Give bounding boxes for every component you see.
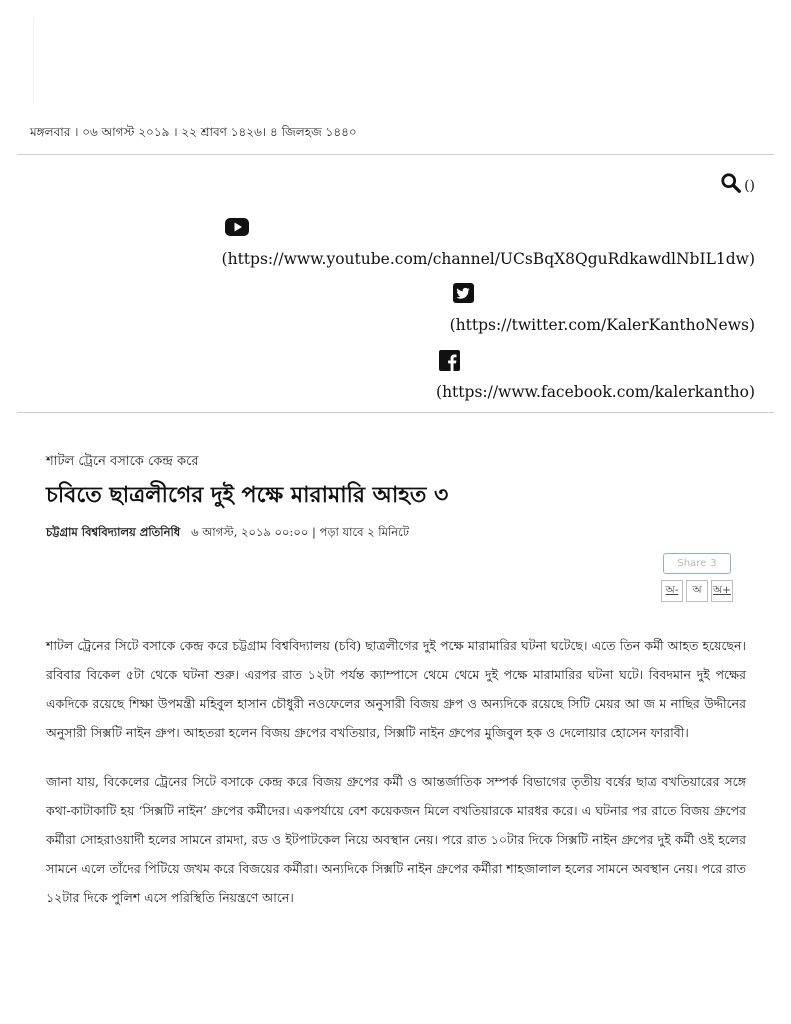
- youtube-url[interactable]: (https://www.youtube.com/channel/UCsBqX8QguRdkawdlNbIL1dw): [221, 250, 755, 268]
- font-size-controls: [661, 580, 733, 602]
- article-kicker: শাটল ট্রেনে বসাকে কেন্দ্র করে: [46, 454, 199, 469]
- share-label: Share: [677, 558, 707, 569]
- search-button[interactable]: [720, 172, 755, 194]
- twitter-url[interactable]: (https://twitter.com/KalerKanthoNews): [449, 316, 755, 334]
- search-count: (): [744, 178, 755, 194]
- font-reset-button[interactable]: অ: [686, 580, 708, 602]
- social-divider: [17, 412, 774, 413]
- font-increase-button[interactable]: অ+: [711, 580, 733, 602]
- article-author: চট্টগ্রাম বিশ্ববিদ্যালয় প্রতিনিধি: [46, 525, 181, 539]
- header-divider: [17, 154, 774, 155]
- article-paragraph: জানা যায়, বিকেলের ট্রেনের সিটে বসাকে কেন্দ্র করে বিজয় গ্রুপের কর্মী ও আন্তর্জাতিক সম্পর্ক বিভাগের তৃতীয় বর্ষের ছাত্র বখতিয়ারের সঙ্গে কথা-কাটাকাটি হয় ‘সিক্সটি নাইন’ গ্রুপের কর্মীদের। একপর্যায়ে বেশ কয়েকজন মিলে বখতিয়ারকে মারধর করে। এ ঘটনার পর রাতে বিজয় গ্রুপের কর্মীরা সোহরাওয়ার্দী হলের সামনে রামদা, রড ও ইটপাটকেল নিয়ে অবস্থান নেয়। পরে রাত ১০টার দিকে সিক্সটি নাইন গ্রুপের দুই কর্মী ওই হলের সামনে এলে তাঁদের পিটিয়ে জখম করে বিজয়ের কর্মীরা। অন্যদিকে সিক্সটি নাইন গ্রুপের কর্মীরা শাহজালাল হলের সামনে অবস্থান নেয়। পরে রাত ১২টার দিকে পুলিশ এসে পরিস্থিতি নিয়ন্ত্রণে আনে।: [46, 774, 746, 905]
- font-decrease-button[interactable]: অ-: [661, 580, 683, 602]
- share-count: 3: [710, 558, 717, 569]
- search-icon[interactable]: [720, 172, 742, 194]
- facebook-icon[interactable]: [439, 350, 460, 371]
- twitter-link[interactable]: [450, 283, 755, 334]
- logo-placeholder: [33, 18, 34, 104]
- article-paragraph: শাটল ট্রেনের সিটে বসাকে কেন্দ্র করে চট্টগ্রাম বিশ্ববিদ্যালয় (চবি) ছাত্রলীগের দুই পক্ষে মারামারির ঘটনা ঘটেছে। এতে তিন কর্মী আহত হয়েছেন। রবিবার বিকেল ৫টা থেকে ঘটনা শুরু। এরপর রাত ১২টা পর্যন্ত ক্যাম্পাসে থেমে থেমে দুই পক্ষে মারামারির ঘটনা ঘটে। বিবদমান দুই পক্ষের একদিকে রয়েছে শিক্ষা উপমন্ত্রী মহিবুল হাসান চৌধুরী নওফেলের অনুসারী বিজয় গ্রুপ ও অন্যদিকে রয়েছে সিটি মেয়র আ জ ম নাছির উদ্দীনের অনুসারী সিক্সটি নাইন গ্রুপ। আহতরা হলেন বিজয় গ্রুপের বখতিয়ার, সিক্সটি নাইন গ্রুপের মুজিবুল হক ও দেলোয়ার হোসেন ফারাবী।: [46, 638, 746, 740]
- article-headline: চবিতে ছাত্রলীগের দুই পক্ষে মারামারি আহত ৩: [46, 482, 449, 508]
- article-meta: ৬ আগস্ট, ২০১৯ ০০:০০ | পড়া যাবে ২ মিনিটে: [191, 525, 410, 539]
- date-line: মঙ্গলবার । ০৬ আগস্ট ২০১৯ । ২২ শ্রাবণ ১৪২৬। ৪ জিলহজ ১৪৪০: [30, 125, 357, 139]
- facebook-link[interactable]: [436, 350, 755, 401]
- share-button[interactable]: [663, 553, 731, 574]
- youtube-icon[interactable]: [225, 217, 249, 237]
- facebook-url[interactable]: (https://www.facebook.com/kalerkantho): [436, 383, 755, 401]
- article-byline: [46, 524, 409, 543]
- twitter-icon[interactable]: [453, 283, 475, 303]
- youtube-link[interactable]: [222, 217, 755, 268]
